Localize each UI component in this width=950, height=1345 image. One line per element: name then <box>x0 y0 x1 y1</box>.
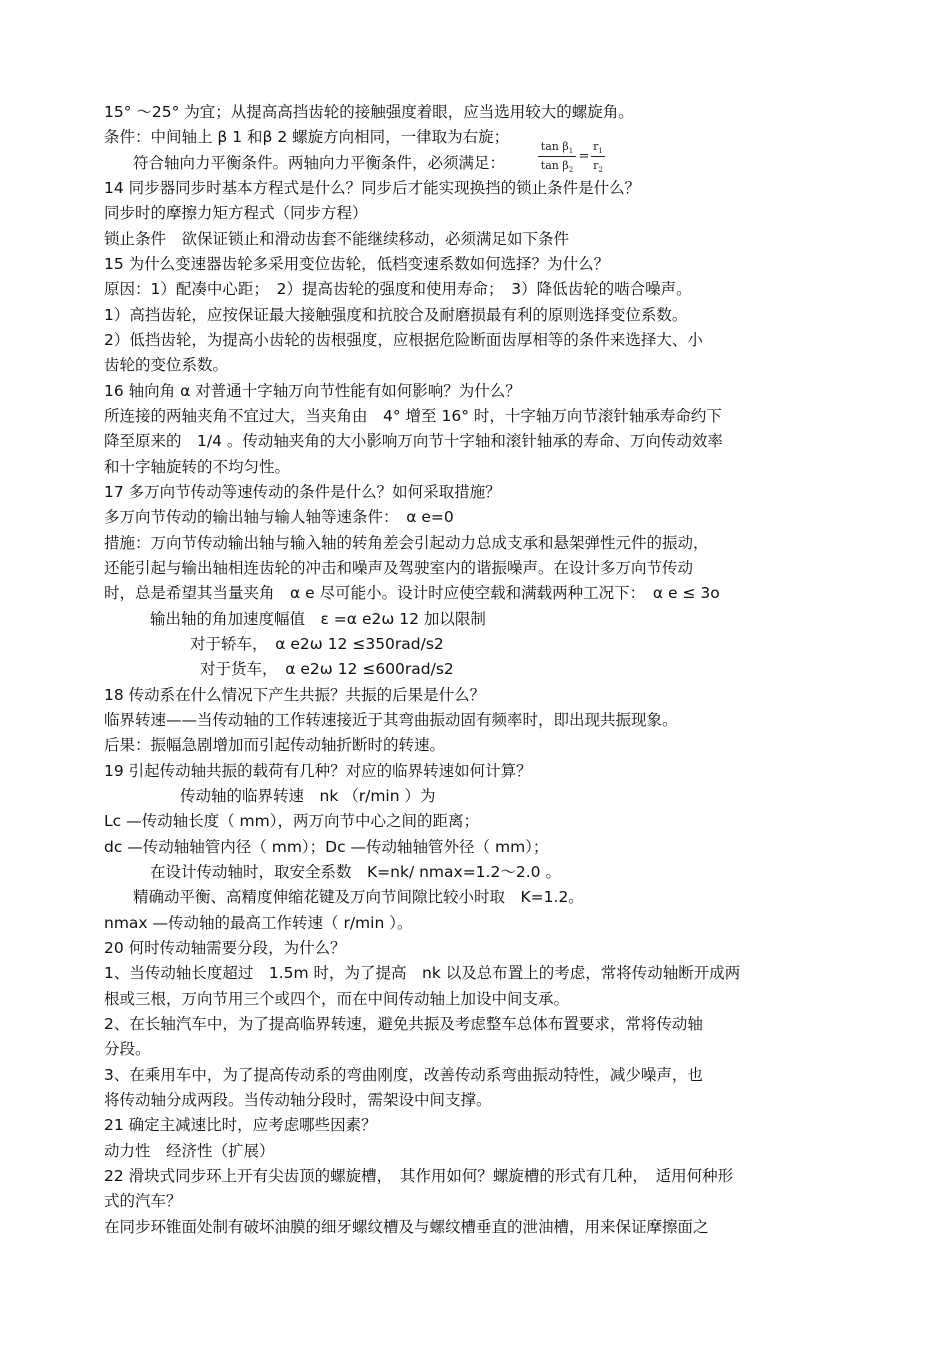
text-line: 锁止条件 欲保证锁止和滑动齿套不能继续移动，必须满足如下条件 <box>104 230 570 248</box>
heading-question-15: 15 为什么变速器齿轮多采用变位齿轮，低档变速系数如何选择？为什么？ <box>104 255 610 273</box>
heading-question-16: 16 轴向角 α 对普通十字轴万向节性能有如何影响？为什么？ <box>104 382 521 400</box>
text-line: 式的汽车？ <box>104 1192 182 1210</box>
text-line: 对于货车， α e2ω 12 ≤600rad/s2 <box>200 660 454 678</box>
axial-force-balance-formula <box>536 138 616 178</box>
text-line: 1）高挡齿轮，应按保证最大接触强度和抗胶合及耐磨损最有利的原则选择变位系数。 <box>104 306 688 324</box>
text-line: 和十字轴旋转的不均匀性。 <box>104 458 291 476</box>
text-line: nmax —传动轴的最高工作转速（ r/min ）。 <box>104 914 413 932</box>
text-line: 精确动平衡、高精度伸缩花键及万向节间隙比较小时取 K=1.2。 <box>133 888 584 906</box>
formula-denominator-right-sub: 2 <box>598 166 603 175</box>
formula-numerator-left-sub: 1 <box>568 147 574 156</box>
text-line: 15° ～25° 为宜；从提高高挡齿轮的接触强度着眼，应当选用较大的螺旋角。 <box>104 103 634 121</box>
text-line: 动力性 经济性（扩展） <box>104 1142 275 1160</box>
heading-question-19: 19 引起传动轴共振的载荷有几种？对应的临界转速如何计算？ <box>104 762 532 780</box>
text-line: 符合轴向力平衡条件。两轴向力平衡条件，必须满足： <box>133 154 506 172</box>
text-line: 在同步环锥面处制有破坏油膜的细牙螺纹槽及与螺纹槽垂直的泄油槽，用来保证摩擦面之 <box>104 1218 709 1236</box>
text-line: dc —传动轴轴管内径（ mm）；Dc —传动轴轴管外径（ mm）； <box>104 838 549 856</box>
text-line: 2）低挡齿轮，为提高小齿轮的齿根强度，应根据危险断面齿厚相等的条件来选择大、小 <box>104 331 703 349</box>
text-line: Lc —传动轴长度（ mm），两万向节中心之间的距离； <box>104 812 479 830</box>
text-line: 降至原来的 1/4 。传动轴夹角的大小影响万向节十字轴和滚针轴承的寿命、万向传动效率 <box>104 432 723 450</box>
formula-denominator-right: r <box>593 159 599 172</box>
text-line: 临界转速——当传动轴的工作转速接近于其弯曲振动固有频率时，即出现共振现象。 <box>104 711 678 729</box>
text-line: 输出轴的角加速度幅值 ε =α e2ω 12 加以限制 <box>150 610 486 628</box>
formula-numerator-right: r <box>593 140 599 153</box>
heading-question-14: 14 同步器同步时基本方程式是什么？同步后才能实现换挡的锁止条件是什么？ <box>104 179 641 197</box>
text-line: 对于轿车， α e2ω 12 ≤350rad/s2 <box>190 635 444 653</box>
formula-numerator-left: tan β <box>540 140 569 153</box>
text-line: 齿轮的变位系数。 <box>104 356 229 374</box>
text-line: 还能引起与输出轴相连齿轮的冲击和噪声及驾驶室内的谐振噪声。在设计多万向节传动 <box>104 559 694 577</box>
heading-question-21: 21 确定主减速比时，应考虑哪些因素？ <box>104 1116 377 1134</box>
text-line: 原因：1）配凑中心距； 2）提高齿轮的强度和使用寿命； 3）降低齿轮的啮合噪声。 <box>104 280 692 298</box>
heading-question-20: 20 何时传动轴需要分段，为什么？ <box>104 939 346 957</box>
formula-numerator-right-sub: 1 <box>598 147 603 156</box>
text-line: 后果：振幅急剧增加而引起传动轴折断时的转速。 <box>104 736 446 754</box>
formula-denominator-left-sub: 2 <box>568 166 574 175</box>
heading-question-22: 22 滑块式同步环上开有尖齿顶的螺旋槽， 其作用如何？螺旋槽的形式有几种， 适用何种形 <box>104 1167 734 1185</box>
text-line: 根或三根，万向节用三个或四个，而在中间传动轴上加设中间支承。 <box>104 990 570 1008</box>
text-line: 分段。 <box>104 1040 151 1058</box>
text-line: 所连接的两轴夹角不宜过大，当夹角由 4° 增至 16° 时，十字轴万向节滚针轴承寿命约下 <box>104 407 722 425</box>
text-line: 2、在长轴汽车中，为了提高临界转速，避免共振及考虑整车总体布置要求，常将传动轴 <box>104 1015 703 1033</box>
text-line: 时，总是希望其当量夹角 α e 尽可能小。设计时应使空载和满载两种工况下： α e ≤ 3o <box>104 584 720 602</box>
text-line: 在设计传动轴时，取安全系数 K=nk/ nmax=1.2～2.0 。 <box>150 863 561 881</box>
text-line: 同步时的摩擦力矩方程式（同步方程） <box>104 204 368 222</box>
text-line: 多万向节传动的输出轴与输人轴等速条件： α e=0 <box>104 508 454 526</box>
text-line: 传动轴的临界转速 nk （r/min ）为 <box>180 787 436 805</box>
formula-denominator-left: tan β <box>540 159 569 172</box>
text-line: 措施：万向节传动输出轴与输入轴的转角差会引起动力总成支承和悬架弹性元件的振动， <box>104 534 709 552</box>
text-line: 条件：中间轴上 β 1 和β 2 螺旋方向相同，一律取为右旋； <box>104 128 510 146</box>
heading-question-18: 18 传动系在什么情况下产生共振？共振的后果是什么？ <box>104 686 486 704</box>
heading-question-17: 17 多万向节传动等速传动的条件是什么？如何采取措施？ <box>104 483 501 501</box>
text-line: 3、在乘用车中，为了提高传动系的弯曲刚度，改善传动系弯曲振动特性，减少噪声，也 <box>104 1066 703 1084</box>
text-line: 1、当传动轴长度超过 1.5m 时，为了提高 nk 以及总布置上的考虑，常将传动轴断开成两 <box>104 964 741 982</box>
text-line: 将传动轴分成两段。当传动轴分段时，需架设中间支撑。 <box>104 1091 492 1109</box>
formula-equals: = <box>578 149 590 164</box>
